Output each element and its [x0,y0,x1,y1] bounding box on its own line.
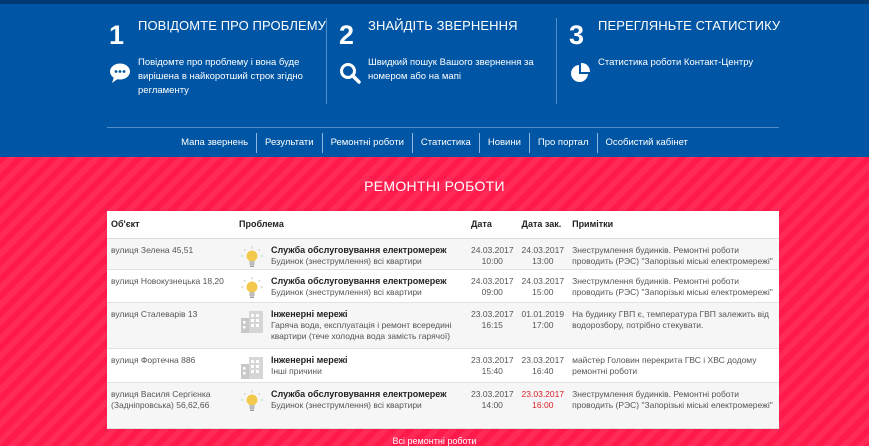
column-header: Проблема [235,211,467,238]
problem-cell [235,238,467,269]
end-time: 15:00 [532,286,554,297]
problem-cell [235,269,467,302]
note-cell: Знеструмлення будинків. Ремонтні роботи проводить (РЭС) "Запорізькі міські електромережі" [568,269,779,302]
end-date-cell [518,382,569,428]
problem-title: Інженерні мережі [271,354,348,365]
problem-detail: Будинок (знеструмлення) всі квартири [271,286,422,297]
step-title[interactable]: ЗНАЙДІТЬ ЗВЕРНЕННЯ [368,18,518,33]
start-time: 16:15 [481,319,503,330]
header-panel [0,0,869,157]
pie-chart-icon [569,62,591,84]
table-header-row [107,211,779,238]
problem-cell [235,348,467,382]
problem-detail: Гаряча вода, експлуатація і ремонт всередині квартири (тече холодна вода замість гарячої) [271,319,452,341]
object-cell: вулиця Фортечна 886 [107,348,235,382]
lightbulb-icon [239,389,265,413]
table-row[interactable] [107,302,779,348]
object-cell: вулиця Зелена 45,51 [107,238,235,269]
end-time: 16:40 [532,365,554,376]
column-header: Примітки [568,211,779,238]
lightbulb-icon [239,276,265,300]
date-cell [467,269,518,302]
end-date: 24.03.2017 [521,244,565,255]
start-date: 24.03.2017 [471,275,514,286]
repairs-table [107,211,779,429]
object-cell: вулиця Василя Сергієнка (Задніпровська) 56,62,66 [107,382,235,428]
chat-bubble-icon [109,62,131,84]
column-header: Дата [467,211,518,238]
building-icon [239,309,265,333]
end-date-cell [518,269,569,302]
nav-results[interactable]: Результати [256,133,322,153]
header-divider [107,127,779,128]
nav-cabinet[interactable]: Особистий кабінет [597,133,696,153]
end-time: 16:00 [532,399,554,410]
object-cell: вулиця Новокузнецька 18,20 [107,269,235,302]
divider [556,18,557,104]
step-number: 2 [339,20,355,50]
end-date: 23.03.2017 [521,388,565,399]
divider [326,18,327,104]
problem-title: Служба обслуговування електромереж [271,388,447,399]
column-header: Дата зак. [518,211,569,238]
problem-title: Служба обслуговування електромереж [271,275,447,286]
nav-repairs[interactable]: Ремонтні роботи [322,133,412,153]
start-date: 23.03.2017 [471,308,514,319]
date-cell [467,238,518,269]
problem-detail: Будинок (знеструмлення) всі квартири [271,399,422,410]
problem-cell [235,302,467,348]
main-nav [0,133,869,153]
end-date: 01.01.2019 [521,308,565,319]
start-date: 23.03.2017 [471,388,514,399]
nav-statistics[interactable]: Статистика [412,133,479,153]
table-row[interactable] [107,348,779,382]
nav-about[interactable]: Про портал [529,133,597,153]
step-title[interactable]: ПОВІДОМТЕ ПРО ПРОБЛЕМУ [138,18,327,33]
start-time: 15:40 [481,365,503,376]
step-number: 1 [109,20,125,50]
date-cell [467,302,518,348]
step-title[interactable]: ПЕРЕГЛЯНЬТЕ СТАТИСТИКУ [598,18,781,33]
lightbulb-icon [239,245,265,269]
search-icon [339,62,361,84]
nav-map[interactable]: Мапа звернень [181,137,249,148]
start-time: 14:00 [481,399,503,410]
top-strip [0,0,869,4]
start-time: 10:00 [481,255,503,266]
end-date-cell [518,302,569,348]
problem-detail: Інші причини [271,365,322,376]
step-number: 3 [569,20,585,50]
table-row[interactable] [107,382,779,428]
end-date-cell [518,238,569,269]
start-date: 24.03.2017 [471,244,514,255]
step-description: Повідомте про проблему і вона буде вирішена в найкоротший строк згідно регламенту [138,57,303,96]
building-icon [239,355,265,379]
note-cell: майстер Головин перекрита ГВС і ХВС додому ремонтні роботи [568,348,779,382]
end-date: 24.03.2017 [521,275,565,286]
table-row[interactable] [107,238,779,269]
problem-title: Служба обслуговування електромереж [271,244,447,255]
end-time: 13:00 [532,255,554,266]
problem-title: Інженерні мережі [271,308,348,319]
note-cell: Знеструмлення будинків. Ремонтні роботи проводить (РЭС) "Запорізькі міські електромережі" [568,382,779,428]
end-date-cell [518,348,569,382]
problem-cell [235,382,467,428]
step-description: Статистика роботи Контакт-Центру [598,57,754,68]
all-repairs-link[interactable]: Всі ремонтні роботи [392,436,477,446]
column-header: Об'єкт [107,211,235,238]
start-date: 23.03.2017 [471,354,514,365]
note-cell: Знеструмлення будинків. Ремонтні роботи проводить (РЭС) "Запорізькі міські електромережі" [568,238,779,269]
nav-news[interactable]: Новини [479,133,529,153]
section-title: РЕМОНТНІ РОБОТИ [364,178,505,194]
problem-detail: Будинок (знеструмлення) всі квартири [271,255,422,266]
start-time: 09:00 [481,286,503,297]
date-cell [467,382,518,428]
object-cell: вулиця Сталеварів 13 [107,302,235,348]
date-cell [467,348,518,382]
step-description: Швидкий пошук Вашого звернення за номером або на мапі [368,57,534,82]
end-date: 23.03.2017 [521,354,565,365]
table-row[interactable] [107,269,779,302]
note-cell: На будинку ГВП є, температура ГВП залежить від водорозбору, потрібно стекувати. [568,302,779,348]
end-time: 17:00 [532,319,554,330]
